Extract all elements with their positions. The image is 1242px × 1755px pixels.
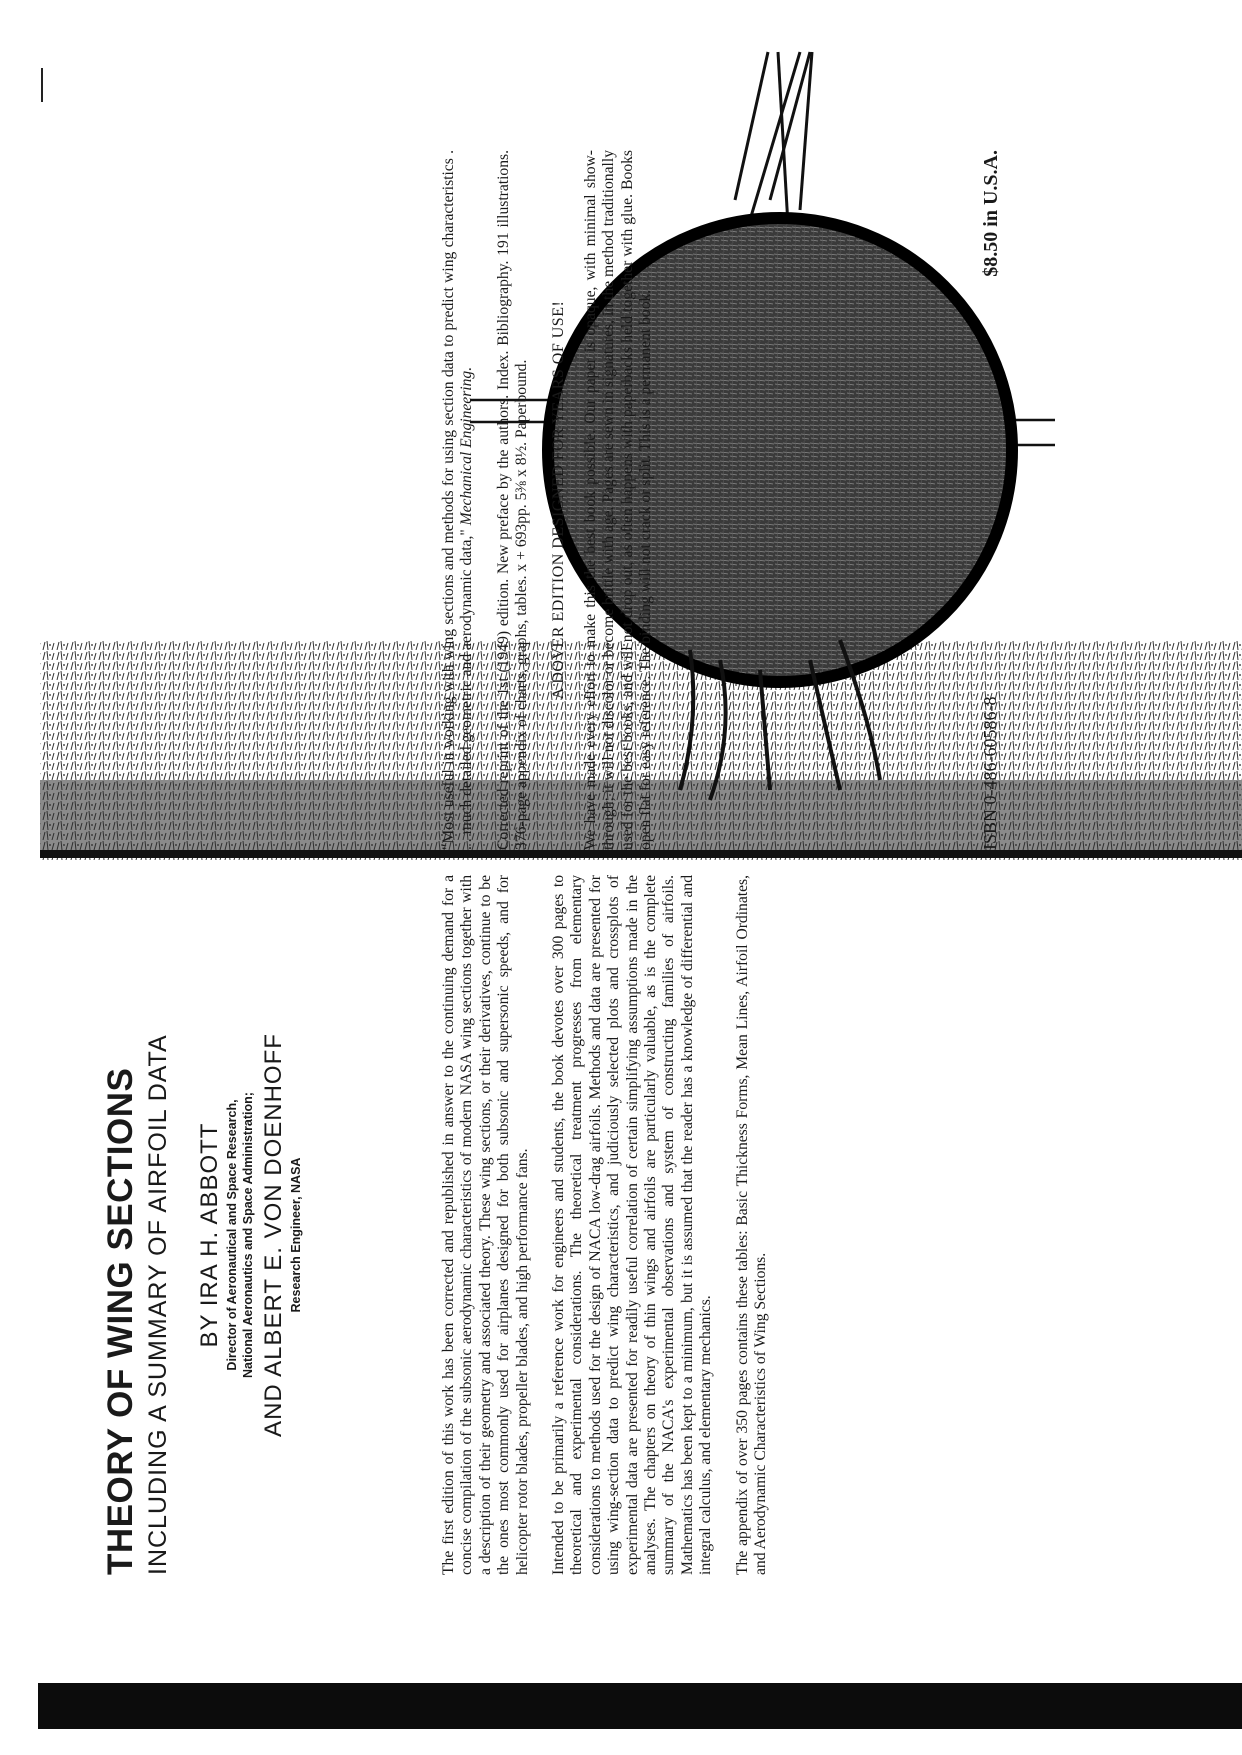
author-2-affiliation: Research Engineer, NASA: [289, 1157, 303, 1313]
edition-details: Corrected reprint of the 1st (1949) edition. New preface by the authors. Index. Bibliography. 191 illustrations. 376-page appendix of charts, graphs, tables. x + 693pp. 5⅜ x 8½. Paperbound.: [494, 150, 531, 850]
isbn: ISBN 0-486-60586-8: [980, 696, 1000, 850]
back-cover-text: [100, 95, 1050, 1575]
author-1-affiliation-2: National Aeronautics and Space Administration;: [241, 1092, 255, 1378]
author-1: BY IRA H. ABBOTT: [196, 1122, 223, 1348]
author-1-affiliation-1: Director of Aeronautical and Space Research,: [225, 1099, 239, 1371]
review-quote-text: "Most useful in working with wing sections and methods for using section data to predict wing characteristics . . . much detailed geometric and aerodynamic data,": [440, 150, 476, 850]
price: $8.50 in U.S.A.: [980, 150, 1002, 277]
book-subtitle: INCLUDING A SUMMARY OF AIRFOIL DATA: [144, 1034, 172, 1575]
review-quote: [440, 150, 477, 850]
description-paragraph-1: The first edition of this work has been corrected and republished in answer to the continuing demand for a concise compilation of the subsonic aerodynamic characteristics of modern NASA wing sections together with a description of their geometry and associated theory. These wing sections, or their derivatives, continue to be the ones most commonly used for airplanes designed for both subsonic and supersonic speeds, and for helicopter rotor blades, propeller blades, and high performance fans.: [440, 875, 531, 1575]
book-title: THEORY OF WING SECTIONS: [101, 1067, 140, 1575]
dover-heading: A DOVER EDITION DESIGNED FOR YEARS OF USE!: [549, 300, 567, 700]
bottom-black-bar: [38, 1683, 1242, 1729]
description-paragraph-2: Intended to be primarily a reference work for engineers and students, the book devotes over 300 pages to theoretical and experimental considerations. The theoretical treatment progresses from elementary considerations to methods used for the design of NACA low-drag airfoils. Methods and data are presented for using wing-section data to predict wing characteristics, and judiciously selected plots and crossplots of experimental data are presented for readily useful correlation of certain simplifying assumptions made in the analyses. The chapters on theory of thin wings and airfoils are particularly valuable, as is the complete summary of the NACA's experimental observations and system of constructing families of airfoils. Mathematics has been kept to a minimum, but it is assumed that the reader has a knowledge of differential and integral calculus, and elementary mechanics.: [550, 875, 715, 1575]
review-quote-source: Mechanical Engineering.: [458, 366, 476, 526]
author-2: AND ALBERT E. VON DOENHOFF: [260, 1033, 287, 1437]
text-column-right: [440, 150, 674, 850]
dover-statement: We have made every effort to make this the best book possible. Our paper is opaque, with minimal show-through; it will not discolor or become brittle with age. Pages are sewn in signatures, in the method traditionally used for the best books, and will not drop out, as often happens with paperbacks held together with glue. Books open flat for easy reference. The binding will not crack or split. This is a permanent book.: [582, 150, 655, 850]
description-paragraph-3: The appendix of over 350 pages contains these tables: Basic Thickness Forms, Mean Lines, Airfoil Ordinates, and Aerodynamic Characteristics of Wing Sections.: [733, 875, 770, 1575]
isbn-price-line: [980, 150, 1003, 850]
text-column-left: [440, 875, 789, 1575]
